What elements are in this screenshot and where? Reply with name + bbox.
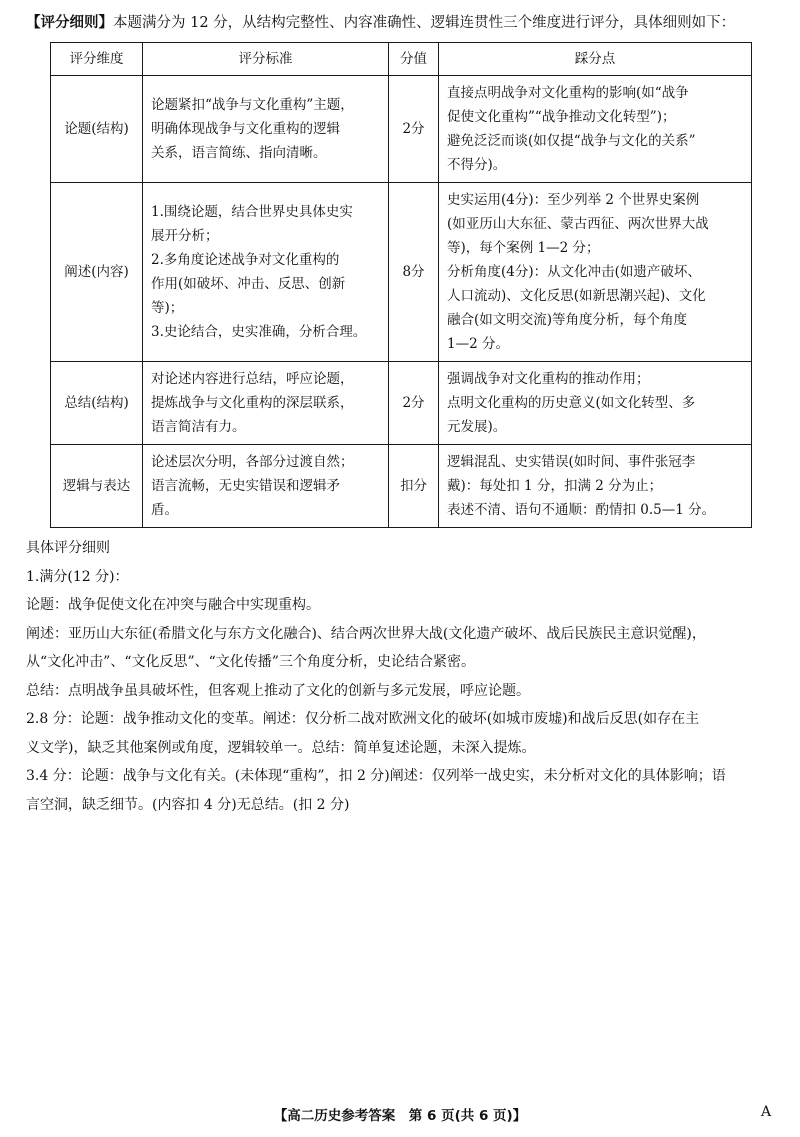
table-row	[51, 362, 752, 445]
intro-paragraph	[26, 12, 786, 34]
row-points: 强调战争对文化重构的推动作用； 点明文化重构的历史意义(如文化转型、多 元发展)。	[439, 362, 752, 445]
scoring-notes	[26, 534, 786, 819]
notes-line: 2.8 分：论题：战争推动文化的变革。阐述：仅分析二战对欧洲文化的破坏(如城市废墟)和战后反思(如存在主	[26, 711, 700, 727]
row-dimension: 逻辑与表达	[51, 445, 143, 528]
row-standard: 论述层次分明，各部分过渡自然； 语言流畅，无史实错误和逻辑矛 盾。	[143, 445, 389, 528]
row-score: 扣分	[389, 445, 439, 528]
header-points: 踩分点	[439, 43, 752, 76]
table-row	[51, 76, 752, 183]
intro-lead: 【评分细则】	[26, 15, 113, 31]
version-letter: A	[761, 1104, 772, 1120]
row-dimension: 阐述(内容)	[51, 183, 143, 362]
table-row	[51, 445, 752, 528]
header-score: 分值	[389, 43, 439, 76]
intro-text: 本题满分为 12 分，从结构完整性、内容准确性、逻辑连贯性三个维度进行评分，具体细则如下：	[113, 15, 736, 31]
notes-line: 论题：战争促使文化在冲突与融合中实现重构。	[26, 597, 320, 613]
row-points: 逻辑混乱、史实错误(如时间、事件张冠李 戴)：每处扣 1 分，扣满 2 分为止； 表述不清、语句不通顺：酌情扣 0.5—1 分。	[439, 445, 752, 528]
row-points: 史实运用(4分)：至少列举 2 个世界史案例 (如亚历山大东征、蒙古西征、两次世界大战 等)，每个案例 1—2 分； 分析角度(4分)：从文化冲击(如遗产破坏、 人口流动)、文化反思(如新思潮兴起)、文化 融合(如文明交流)等角度分析，每个角度 1—2 分。	[439, 183, 752, 362]
row-standard: 对论述内容进行总结，呼应论题， 提炼战争与文化重构的深层联系， 语言简洁有力。	[143, 362, 389, 445]
notes-line: 阐述：亚历山大东征(希腊文化与东方文化融合)、结合两次世界大战(文化遗产破坏、战后民族民主意识觉醒)，	[26, 625, 706, 642]
table-row	[51, 183, 752, 362]
rubric-header-row	[51, 43, 752, 76]
notes-line: 义文学)，缺乏其他案例或角度，逻辑较单一。总结：简单复述论题，未深入提炼。	[26, 739, 536, 756]
notes-line: 言空洞，缺乏细节。(内容扣 4 分)无总结。(扣 2 分)	[26, 796, 350, 813]
notes-line: 总结：点明战争虽具破坏性，但客观上推动了文化的创新与多元发展，呼应论题。	[26, 682, 530, 699]
header-dimension: 评分维度	[51, 43, 143, 76]
header-standard: 评分标准	[143, 43, 389, 76]
row-points: 直接点明战争对文化重构的影响(如“战争 促使文化重构”“战争推动文化转型”)； 避免泛泛而谈(如仅提“战争与文化的关系” 不得分)。	[439, 76, 752, 183]
row-score: 2分	[389, 362, 439, 445]
row-dimension: 论题(结构)	[51, 76, 143, 183]
page-footer: 【高二历史参考答案 第 6 页(共 6 页)】	[273, 1108, 527, 1124]
notes-line: 1.满分(12 分)：	[26, 568, 129, 585]
notes-line: 3.4 分：论题：战争与文化有关。(未体现“重构”，扣 2 分)阐述：仅列举一战史实，未分析对文化的具体影响；语	[26, 768, 726, 784]
row-dimension: 总结(结构)	[51, 362, 143, 445]
rubric-table	[50, 42, 752, 528]
row-score: 2分	[389, 76, 439, 183]
notes-heading: 具体评分细则	[26, 540, 110, 556]
row-standard: 论题紧扣“战争与文化重构”主题， 明确体现战争与文化重构的逻辑 关系，语言简练、指向清晰。	[143, 76, 389, 183]
row-score: 8分	[389, 183, 439, 362]
row-standard: 1.围绕论题，结合世界史具体史实 展开分析； 2.多角度论述战争对文化重构的 作用(如破坏、冲击、反思、创新 等)； 3.史论结合，史实准确，分析合理。	[143, 183, 389, 362]
notes-line: 从“文化冲击”、“文化反思”、“文化传播”三个角度分析，史论结合紧密。	[26, 654, 475, 670]
